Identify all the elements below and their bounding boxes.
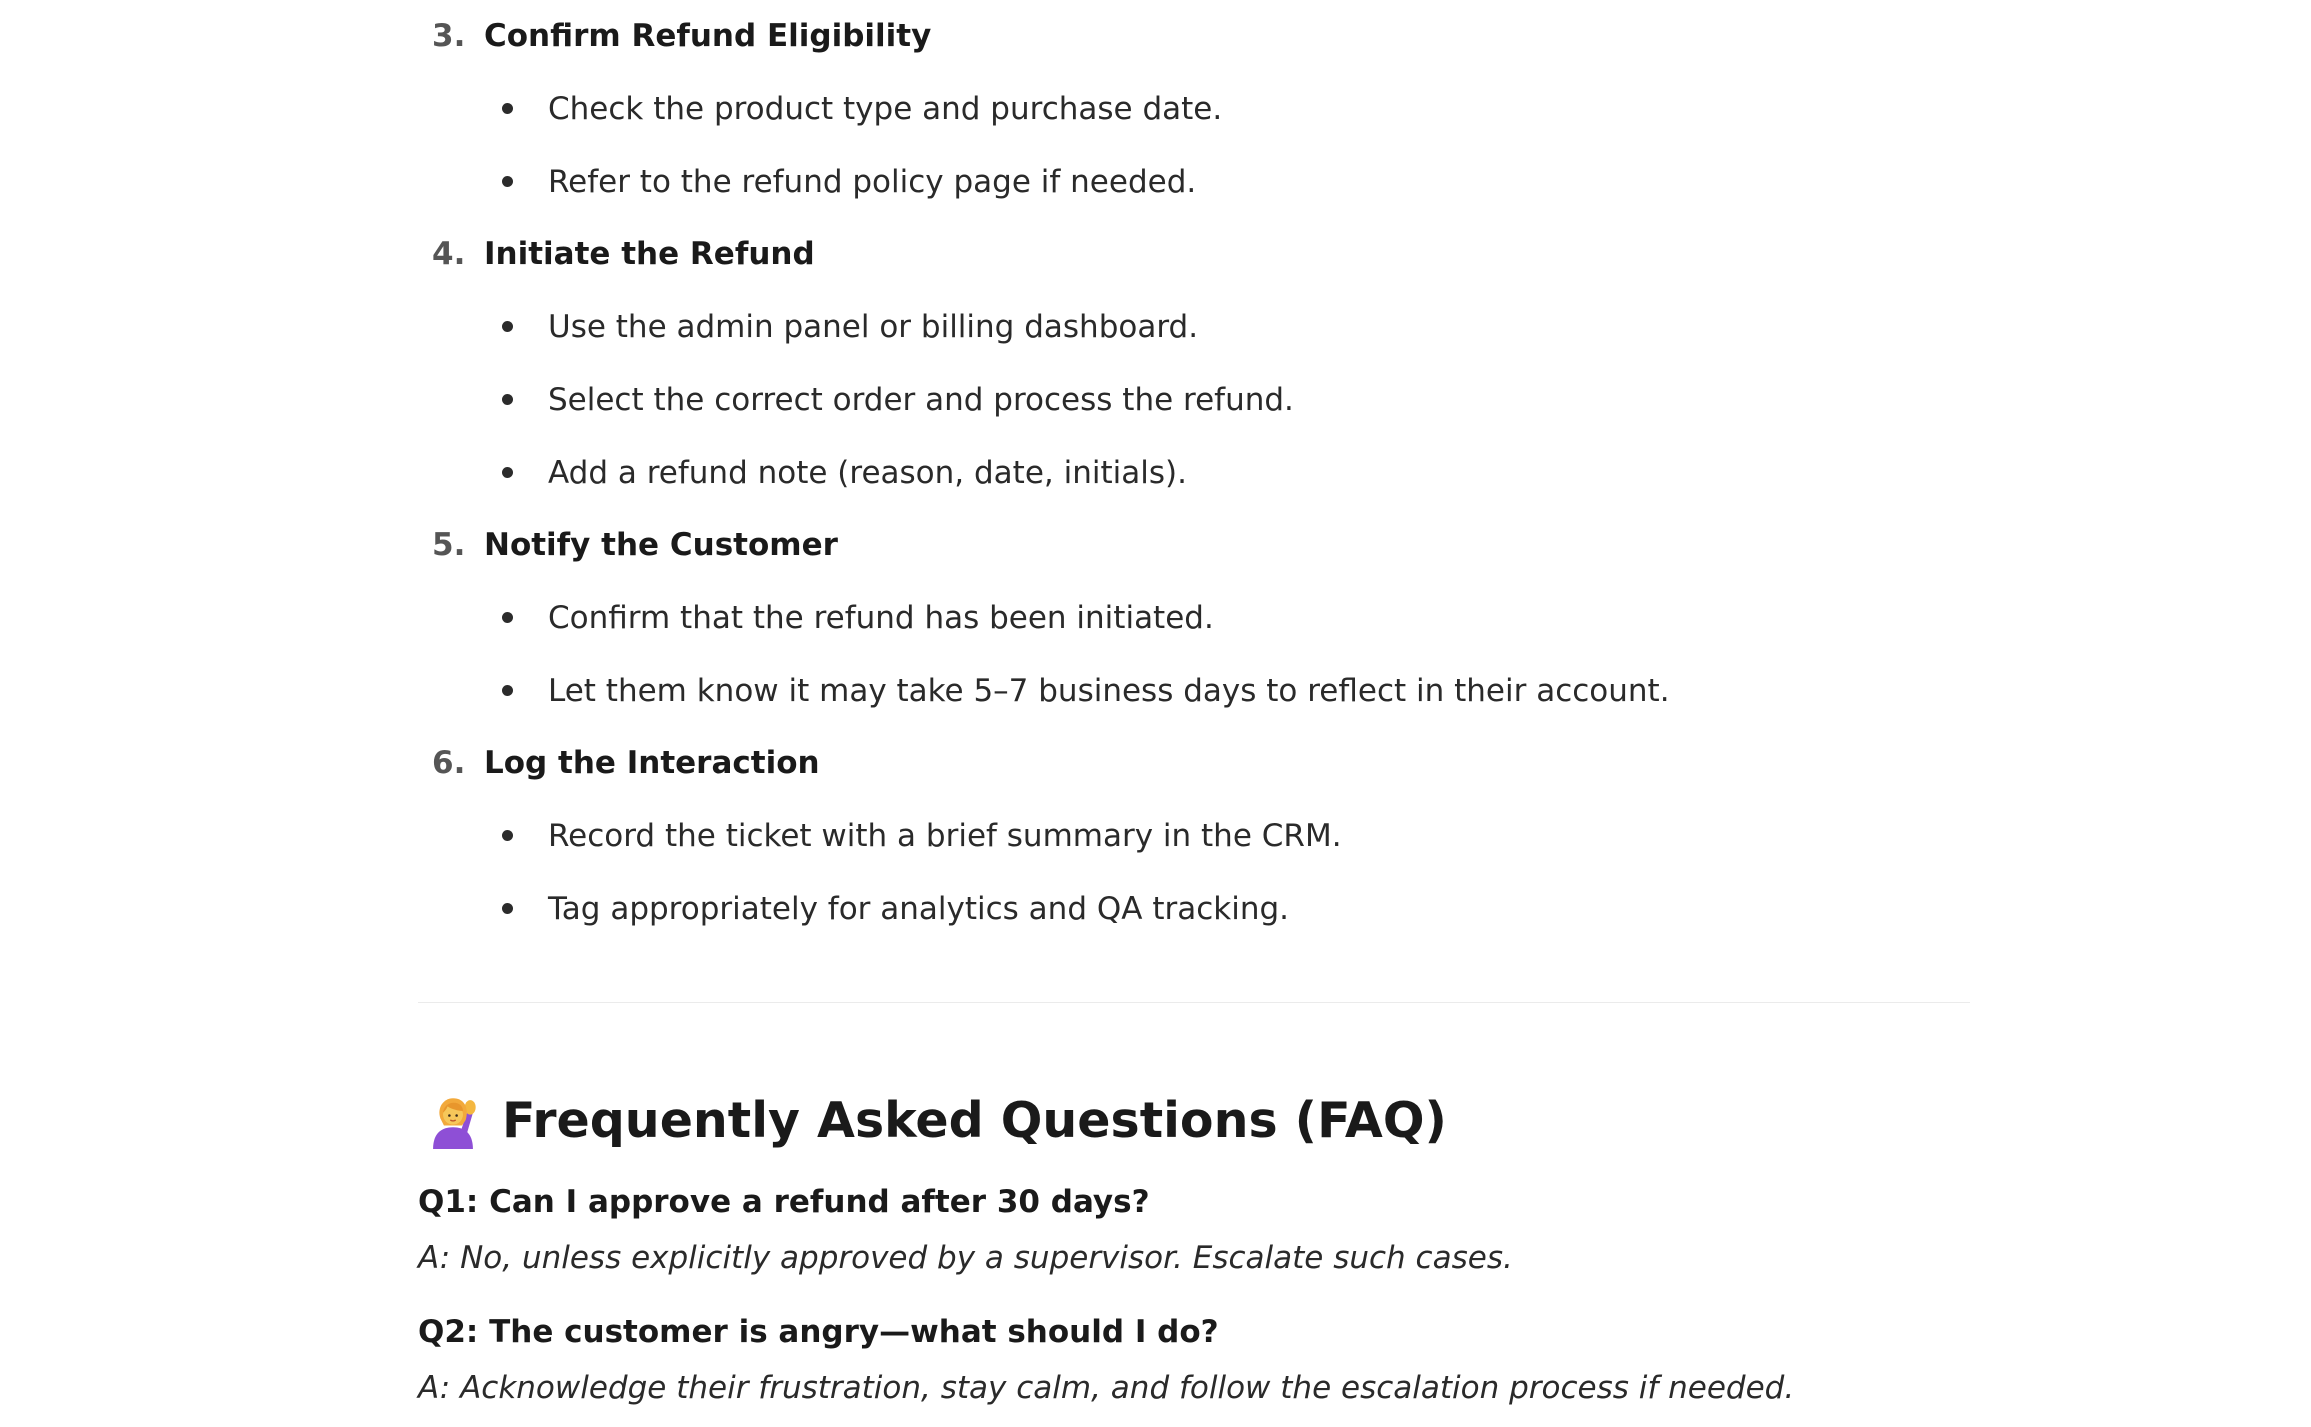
bullet-text: Tag appropriately for analytics and QA tracking. <box>548 890 1290 927</box>
step-log-interaction <box>418 727 1968 945</box>
bullet-icon <box>502 176 513 187</box>
bullet-text: Record the ticket with a brief summary in the CRM. <box>548 817 1342 854</box>
person-raising-hand-icon <box>424 1091 482 1149</box>
step-bullets <box>418 581 1968 727</box>
list-item <box>418 654 1968 727</box>
faq-question: Q1: Can I approve a refund after 30 days? <box>418 1184 1150 1220</box>
step-header <box>418 509 1968 581</box>
step-header <box>418 727 1968 799</box>
bullet-text: Add a refund note (reason, date, initials). <box>548 454 1187 491</box>
list-item <box>418 581 1968 654</box>
bullet-icon <box>502 685 513 696</box>
step-bullets <box>418 72 1968 218</box>
faq-title: Frequently Asked Questions (FAQ) <box>502 1091 1447 1149</box>
list-item <box>418 872 1968 945</box>
list-item <box>418 799 1968 872</box>
bullet-icon <box>502 612 513 623</box>
step-bullets <box>418 799 1968 945</box>
bullet-text: Use the admin panel or billing dashboard. <box>548 308 1199 345</box>
bullet-text: Confirm that the refund has been initiated. <box>548 599 1214 636</box>
bullet-text: Refer to the refund policy page if needed. <box>548 163 1197 200</box>
bullet-icon <box>502 103 513 114</box>
section-divider <box>418 1002 1970 1003</box>
list-item <box>418 290 1968 363</box>
faq-answer: A: No, unless explicitly approved by a supervisor. Escalate such cases. <box>418 1240 1513 1276</box>
step-number: 4. <box>432 236 466 272</box>
faq-answer: A: Acknowledge their frustration, stay calm, and follow the escalation process if needed. <box>418 1370 1795 1406</box>
faq-question: Q2: The customer is angry—what should I do? <box>418 1314 1219 1350</box>
step-header <box>418 218 1968 290</box>
step-title: Notify the Customer <box>484 527 838 563</box>
bullet-text: Check the product type and purchase date. <box>548 90 1223 127</box>
bullet-text: Let them know it may take 5–7 business days to reflect in their account. <box>548 672 1670 709</box>
list-item <box>418 363 1968 436</box>
step-notify-customer <box>418 509 1968 727</box>
step-confirm-eligibility <box>418 0 1968 218</box>
step-title: Log the Interaction <box>484 745 820 781</box>
step-number: 3. <box>432 18 466 54</box>
list-item <box>418 72 1968 145</box>
faq-item <box>418 1174 1970 1286</box>
bullet-icon <box>502 903 513 914</box>
step-number: 5. <box>432 527 466 563</box>
refund-steps-list <box>418 0 1968 945</box>
faq-item <box>418 1304 1970 1416</box>
bullet-icon <box>502 394 513 405</box>
bullet-icon <box>502 321 513 332</box>
bullet-icon <box>502 830 513 841</box>
list-item <box>418 436 1968 509</box>
bullet-icon <box>502 467 513 478</box>
faq-heading <box>418 1080 1970 1160</box>
step-bullets <box>418 290 1968 509</box>
list-item <box>418 145 1968 218</box>
step-number: 6. <box>432 745 466 781</box>
step-header <box>418 0 1968 72</box>
step-initiate-refund <box>418 218 1968 509</box>
bullet-text: Select the correct order and process the refund. <box>548 381 1294 418</box>
faq-section <box>418 1080 1970 1416</box>
step-title: Confirm Refund Eligibility <box>484 18 932 54</box>
step-title: Initiate the Refund <box>484 236 815 272</box>
